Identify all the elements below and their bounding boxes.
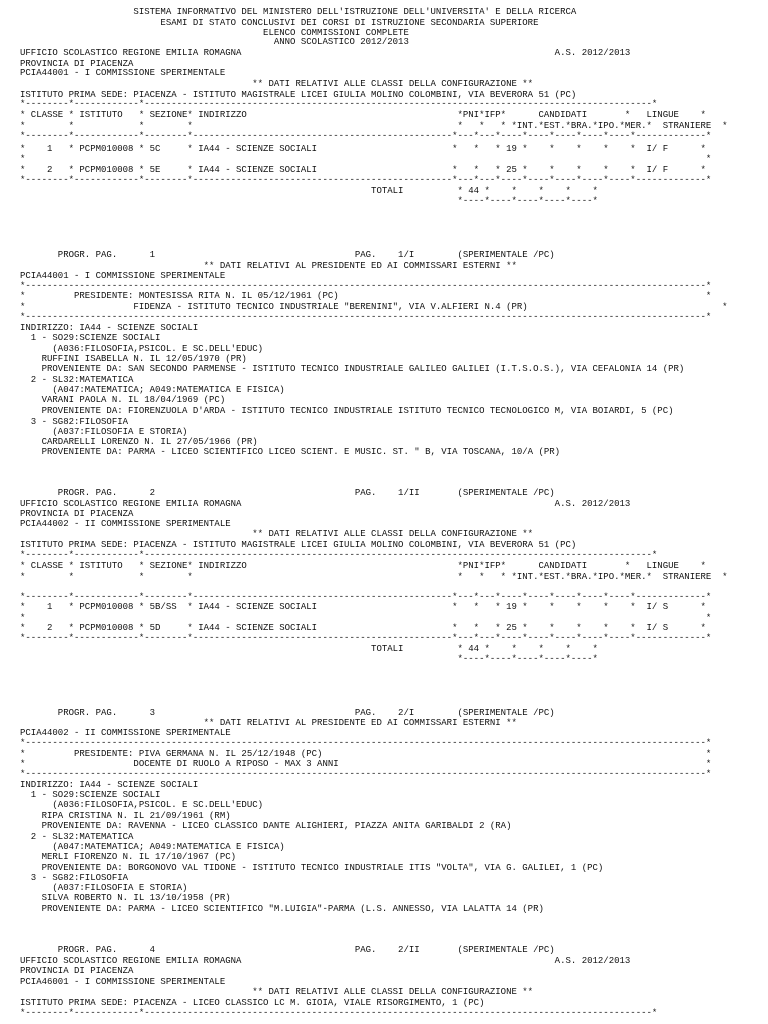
- report-line: * 2 * PCPM010008 * 5D * IA44 - SCIENZE SOCIALI * * * 25 * * * * * I/ S *: [20, 623, 706, 633]
- report-line: PCIA44001 - I COMMISSIONE SPERIMENTALE: [20, 68, 226, 78]
- report-line: *------------------------------------------------------------------------------------------------------------------------------*: [20, 738, 712, 748]
- report-line: *--------*------------*--------*------------------------------------------------*---*---*----*----*----*----*----*-------------*: [20, 131, 712, 141]
- report-line: * * * * * * * *INT.*EST.*BRA.*IPO.*MER.* STRANIERE *: [20, 121, 728, 131]
- report-line: (A037:FILOSOFIA E STORIA): [20, 883, 188, 893]
- report-line: 2 - SL32:MATEMATICA: [20, 832, 134, 842]
- report-line: PROGR. PAG. 1 PAG. 1/I (SPERIMENTALE /PC): [20, 250, 555, 260]
- report-line: ISTITUTO PRIMA SEDE: PIACENZA - LICEO CLASSICO LC M. GIOIA, VIALE RISORGIMENTO, 1 (PC): [20, 998, 485, 1008]
- report-line: ** DATI RELATIVI ALLE CLASSI DELLA CONFIGURAZIONE **: [20, 79, 534, 89]
- report-line: SILVA ROBERTO N. IL 13/10/1958 (PR): [20, 893, 231, 903]
- report-line: (A047:MATEMATICA; A049:MATEMATICA E FISICA): [20, 842, 285, 852]
- report-line: UFFICIO SCOLASTICO REGIONE EMILIA ROMAGNA A.S. 2012/2013: [20, 499, 631, 509]
- report-line: 2 - SL32:MATEMATICA: [20, 375, 134, 385]
- report-line: *--------*------------*--------*------------------------------------------------*---*---*----*----*----*----*----*-------------*: [20, 175, 712, 185]
- report-line: *--------*------------*--------*------------------------------------------------*---*---*----*----*----*----*----*-------------*: [20, 633, 712, 643]
- report-line: * PRESIDENTE: PIVA GERMANA N. IL 25/12/1948 (PC) *: [20, 749, 712, 759]
- report-line: ESAMI DI STATO CONCLUSIVI DEI CORSI DI ISTRUZIONE SECONDARIA SUPERIORE: [20, 18, 539, 28]
- report-line: SISTEMA INFORMATIVO DEL MINISTERO DELL'ISTRUZIONE DELL'UNIVERSITA' E DELLA RICERCA: [20, 7, 577, 17]
- report-line: 1 - SO29:SCIENZE SOCIALI: [20, 790, 161, 800]
- report-line: *----*----*----*----*----*: [20, 196, 598, 206]
- report-line: * *: [20, 613, 712, 623]
- report-line: PROVINCIA DI PIACENZA: [20, 59, 134, 69]
- report-line: *------------------------------------------------------------------------------------------------------------------------------*: [20, 769, 712, 779]
- report-line: * FIDENZA - ISTITUTO TECNICO INDUSTRIALE "BERENINI", VIA V.ALFIERI N.4 (PR) *: [20, 302, 728, 312]
- report-line: *------------------------------------------------------------------------------------------------------------------------------*: [20, 312, 712, 322]
- report-line: PROVENIENTE DA: FIORENZUOLA D'ARDA - ISTITUTO TECNICO INDUSTRIALE ISTITUTO TECNICO TECNOLOGICO M, VIA BOIARDI, 5 (PC): [20, 406, 674, 416]
- report-line: (A036:FILOSOFIA,PSICOL. E SC.DELL'EDUC): [20, 344, 264, 354]
- report-line: * * * * * * * *INT.*EST.*BRA.*IPO.*MER.* STRANIERE *: [20, 572, 728, 582]
- report-line: PROGR. PAG. 4 PAG. 2/II (SPERIMENTALE /PC): [20, 945, 555, 955]
- report-line: 3 - SG82:FILOSOFIA: [20, 417, 129, 427]
- report-line: * 1 * PCPM010008 * 5C * IA44 - SCIENZE SOCIALI * * * 19 * * * * * I/ F *: [20, 144, 706, 154]
- report-line: ** DATI RELATIVI AL PRESIDENTE ED AI COMMISSARI ESTERNI **: [20, 718, 517, 728]
- report-line: PCIA44002 - II COMMISSIONE SPERIMENTALE: [20, 519, 231, 529]
- report-line: RUFFINI ISABELLA N. IL 12/05/1970 (PR): [20, 354, 247, 364]
- report-line: PCIA44002 - II COMMISSIONE SPERIMENTALE: [20, 728, 231, 738]
- report-line: PROVINCIA DI PIACENZA: [20, 509, 134, 519]
- report-line: PROVENIENTE DA: BORGONOVO VAL TIDONE - ISTITUTO TECNICO INDUSTRIALE ITIS "VOLTA", VIA G. GALILEI, 1 (PC): [20, 863, 604, 873]
- report-line: ** DATI RELATIVI ALLE CLASSI DELLA CONFIGURAZIONE **: [20, 529, 534, 539]
- report-line: TOTALI * 44 * * * * *: [20, 644, 598, 654]
- report-line: INDIRIZZO: IA44 - SCIENZE SOCIALI: [20, 323, 199, 333]
- report-line: 3 - SG82:FILOSOFIA: [20, 873, 129, 883]
- report-line: PROGR. PAG. 3 PAG. 2/I (SPERIMENTALE /PC): [20, 708, 555, 718]
- report-line: PROVENIENTE DA: PARMA - LICEO SCIENTIFICO LICEO SCIENT. E MUSIC. ST. " B, VIA TOSCANA, 10/A (PR): [20, 447, 561, 457]
- report-line: VARANI PAOLA N. IL 18/04/1969 (PC): [20, 395, 226, 405]
- report-line: *------------------------------------------------------------------------------------------------------------------------------*: [20, 281, 712, 291]
- report-line: * PRESIDENTE: MONTESISSA RITA N. IL 05/12/1961 (PC) *: [20, 291, 712, 301]
- report-line: (A047:MATEMATICA; A049:MATEMATICA E FISICA): [20, 385, 285, 395]
- report-line: *--------*------------*----------------------------------------------------------------------------------------------*: [20, 99, 658, 109]
- report-line: PCIA46001 - I COMMISSIONE SPERIMENTALE: [20, 977, 226, 987]
- report-line: ISTITUTO PRIMA SEDE: PIACENZA - ISTITUTO MAGISTRALE LICEI GIULIA MOLINO COLOMBINI, VIA BEVERORA 51 (PC): [20, 90, 577, 100]
- report-line: *--------*------------*----------------------------------------------------------------------------------------------*: [20, 1008, 658, 1018]
- report-line: * *: [20, 154, 712, 164]
- report-line: INDIRIZZO: IA44 - SCIENZE SOCIALI: [20, 780, 199, 790]
- report-line: * DOCENTE DI RUOLO A RIPOSO - MAX 3 ANNI *: [20, 759, 712, 769]
- report-line: PROVENIENTE DA: RAVENNA - LICEO CLASSICO DANTE ALIGHIERI, PIAZZA ANITA GARIBALDI 2 (RA): [20, 821, 512, 831]
- report-line: * CLASSE * ISTITUTO * SEZIONE* INDIRIZZO *PNI*IFP* CANDIDATI * LINGUE *: [20, 561, 706, 571]
- report-line: CARDARELLI LORENZO N. IL 27/05/1966 (PR): [20, 437, 258, 447]
- report-line: UFFICIO SCOLASTICO REGIONE EMILIA ROMAGNA A.S. 2012/2013: [20, 956, 631, 966]
- report-line: TOTALI * 44 * * * * *: [20, 186, 598, 196]
- report-line: (A036:FILOSOFIA,PSICOL. E SC.DELL'EDUC): [20, 800, 264, 810]
- report-line: *--------*------------*--------*------------------------------------------------*---*---*----*----*----*----*----*-------------*: [20, 592, 712, 602]
- report-line: *----*----*----*----*----*: [20, 654, 598, 664]
- report-line: * CLASSE * ISTITUTO * SEZIONE* INDIRIZZO *PNI*IFP* CANDIDATI * LINGUE *: [20, 110, 706, 120]
- report-line: * 2 * PCPM010008 * 5E * IA44 - SCIENZE SOCIALI * * * 25 * * * * * I/ F *: [20, 165, 706, 175]
- report-line: PCIA44001 - I COMMISSIONE SPERIMENTALE: [20, 271, 226, 281]
- report-line: PROVENIENTE DA: PARMA - LICEO SCIENTIFICO "M.LUIGIA"-PARMA (L.S. ANNESSO, VIA LALATTA 14 (PR): [20, 904, 544, 914]
- report-line: ELENCO COMMISSIONI COMPLETE: [20, 28, 409, 38]
- report-line: PROGR. PAG. 2 PAG. 1/II (SPERIMENTALE /PC): [20, 488, 555, 498]
- report-line: PROVINCIA DI PIACENZA: [20, 966, 134, 976]
- report-line: (A037:FILOSOFIA E STORIA): [20, 427, 188, 437]
- report-line: 1 - SO29:SCIENZE SOCIALI: [20, 333, 161, 343]
- report-line: MERLI FIORENZO N. IL 17/10/1967 (PC): [20, 852, 237, 862]
- report-line: PROVENIENTE DA: SAN SECONDO PARMENSE - ISTITUTO TECNICO INDUSTRIALE GALILEO GALILEI (I.T.S.O.S.), VIA CEFALONIA 14 (PR): [20, 364, 685, 374]
- report-line: * 1 * PCPM010008 * 5B/SS * IA44 - SCIENZE SOCIALI * * * 19 * * * * * I/ S *: [20, 602, 706, 612]
- report-line: UFFICIO SCOLASTICO REGIONE EMILIA ROMAGNA A.S. 2012/2013: [20, 48, 631, 58]
- report-line: ** DATI RELATIVI AL PRESIDENTE ED AI COMMISSARI ESTERNI **: [20, 261, 517, 271]
- report-line: ISTITUTO PRIMA SEDE: PIACENZA - ISTITUTO MAGISTRALE LICEI GIULIA MOLINO COLOMBINI, VIA BEVERORA 51 (PC): [20, 540, 577, 550]
- report-line: ANNO SCOLASTICO 2012/2013: [20, 37, 409, 47]
- report-line: *--------*------------*----------------------------------------------------------------------------------------------*: [20, 550, 658, 560]
- report-line: RIPA CRISTINA N. IL 21/09/1961 (RM): [20, 811, 231, 821]
- report-line: ** DATI RELATIVI ALLE CLASSI DELLA CONFIGURAZIONE **: [20, 987, 534, 997]
